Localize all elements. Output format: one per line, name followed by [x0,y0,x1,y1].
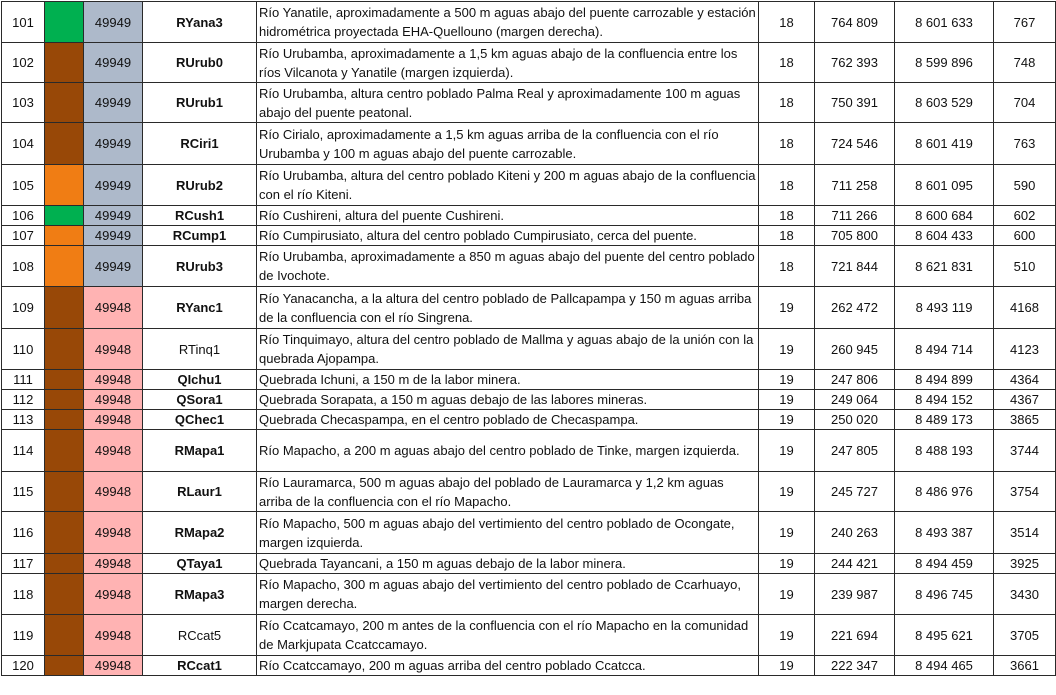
northing-cell: 8 494 714 [895,329,994,370]
category-color-swatch [45,246,84,287]
utm-zone-cell: 19 [759,512,815,554]
code-cell: 49949 [84,226,143,246]
easting-cell: 262 472 [815,287,895,329]
utm-zone-cell: 19 [759,656,815,676]
station-code-cell: RCcat5 [143,615,257,656]
utm-zone-cell: 18 [759,246,815,287]
row-number-cell: 103 [2,83,45,123]
altitude-cell: 510 [994,246,1056,287]
description-cell: Río Lauramarca, 500 m aguas abajo del poblado de Lauramarca y 1,2 km aguas arriba de la confluencia con el río Mapacho. [257,472,759,512]
category-color-swatch [45,206,84,226]
altitude-cell: 4367 [994,390,1056,410]
utm-zone-cell: 18 [759,2,815,43]
row-number-cell: 115 [2,472,45,512]
description-cell: Río Mapacho, a 200 m aguas abajo del centro poblado de Tinke, margen izquierda. [257,430,759,472]
table-row [2,246,1056,287]
easting-cell: 750 391 [815,83,895,123]
altitude-cell: 763 [994,123,1056,165]
description-cell: Río Cushireni, altura del puente Cushireni. [257,206,759,226]
easting-cell: 764 809 [815,2,895,43]
description-cell: Río Urubamba, aproximadamente a 1,5 km aguas abajo de la confluencia entre los ríos Vilcanota y Yanatile (margen izquierda). [257,43,759,83]
row-number-cell: 111 [2,370,45,390]
category-color-swatch [45,472,84,512]
easting-cell: 222 347 [815,656,895,676]
category-color-swatch [45,430,84,472]
station-code-cell: RMapa3 [143,574,257,615]
description-cell: Quebrada Ichuni, a 150 m de la labor minera. [257,370,759,390]
table-body [2,2,1056,676]
station-code-cell: RUrub1 [143,83,257,123]
table-row [2,43,1056,83]
utm-zone-cell: 19 [759,615,815,656]
description-cell: Río Urubamba, aproximadamente a 850 m aguas abajo del puente del centro poblado de Ivochote. [257,246,759,287]
easting-cell: 250 020 [815,410,895,430]
row-number-cell: 116 [2,512,45,554]
utm-zone-cell: 19 [759,329,815,370]
station-code-cell: RCump1 [143,226,257,246]
altitude-cell: 602 [994,206,1056,226]
row-number-cell: 120 [2,656,45,676]
utm-zone-cell: 19 [759,472,815,512]
category-color-swatch [45,410,84,430]
easting-cell: 244 421 [815,554,895,574]
category-color-swatch [45,83,84,123]
northing-cell: 8 600 684 [895,206,994,226]
northing-cell: 8 493 387 [895,512,994,554]
station-code-cell: RTinq1 [143,329,257,370]
row-number-cell: 119 [2,615,45,656]
description-cell: Río Ccatccamayo, 200 m aguas arriba del centro poblado Ccatcca. [257,656,759,676]
description-cell: Río Mapacho, 500 m aguas abajo del vertimiento del centro poblado de Ocongate, margen izquierda. [257,512,759,554]
table-row [2,83,1056,123]
code-cell: 49948 [84,574,143,615]
station-code-cell: RUrub2 [143,165,257,206]
description-cell: Río Mapacho, 300 m aguas abajo del vertimiento del centro poblado de Ccarhuayo, margen derecha. [257,574,759,615]
row-number-cell: 106 [2,206,45,226]
easting-cell: 249 064 [815,390,895,410]
northing-cell: 8 604 433 [895,226,994,246]
code-cell: 49948 [84,554,143,574]
table-row [2,370,1056,390]
northing-cell: 8 488 193 [895,430,994,472]
northing-cell: 8 599 896 [895,43,994,83]
utm-zone-cell: 18 [759,226,815,246]
category-color-swatch [45,123,84,165]
northing-cell: 8 603 529 [895,83,994,123]
easting-cell: 240 263 [815,512,895,554]
description-cell: Río Tinquimayo, altura del centro poblado de Mallma y aguas abajo de la unión con la quebrada Ajopampa. [257,329,759,370]
easting-cell: 239 987 [815,574,895,615]
category-color-swatch [45,390,84,410]
code-cell: 49949 [84,83,143,123]
table-row [2,226,1056,246]
category-color-swatch [45,512,84,554]
northing-cell: 8 489 173 [895,410,994,430]
category-color-swatch [45,329,84,370]
table-row [2,574,1056,615]
utm-zone-cell: 19 [759,554,815,574]
code-cell: 49948 [84,472,143,512]
altitude-cell: 590 [994,165,1056,206]
altitude-cell: 600 [994,226,1056,246]
description-cell: Río Ccatcamayo, 200 m antes de la confluencia con el río Mapacho en la comunidad de Markjupata Ccatccamayo. [257,615,759,656]
altitude-cell: 4168 [994,287,1056,329]
easting-cell: 711 258 [815,165,895,206]
station-code-cell: QSora1 [143,390,257,410]
table-row [2,554,1056,574]
altitude-cell: 748 [994,43,1056,83]
category-color-swatch [45,226,84,246]
code-cell: 49948 [84,390,143,410]
northing-cell: 8 495 621 [895,615,994,656]
northing-cell: 8 494 899 [895,370,994,390]
code-cell: 49948 [84,410,143,430]
utm-zone-cell: 18 [759,123,815,165]
northing-cell: 8 494 459 [895,554,994,574]
category-color-swatch [45,615,84,656]
code-cell: 49949 [84,123,143,165]
category-color-swatch [45,656,84,676]
utm-zone-cell: 18 [759,165,815,206]
table-row [2,410,1056,430]
northing-cell: 8 496 745 [895,574,994,615]
altitude-cell: 3744 [994,430,1056,472]
code-cell: 49949 [84,206,143,226]
code-cell: 49948 [84,287,143,329]
altitude-cell: 3514 [994,512,1056,554]
altitude-cell: 4364 [994,370,1056,390]
northing-cell: 8 493 119 [895,287,994,329]
row-number-cell: 107 [2,226,45,246]
easting-cell: 245 727 [815,472,895,512]
northing-cell: 8 494 152 [895,390,994,410]
altitude-cell: 3754 [994,472,1056,512]
table-row [2,2,1056,43]
description-cell: Río Cumpirusiato, altura del centro poblado Cumpirusiato, cerca del puente. [257,226,759,246]
description-cell: Río Yanatile, aproximadamente a 500 m aguas abajo del puente carrozable y estación hidrométrica proyectada EHA-Quellouno (margen derecha). [257,2,759,43]
row-number-cell: 110 [2,329,45,370]
code-cell: 49948 [84,512,143,554]
row-number-cell: 114 [2,430,45,472]
utm-zone-cell: 18 [759,206,815,226]
easting-cell: 247 806 [815,370,895,390]
category-color-swatch [45,43,84,83]
utm-zone-cell: 19 [759,574,815,615]
category-color-swatch [45,165,84,206]
row-number-cell: 108 [2,246,45,287]
description-cell: Río Urubamba, altura del centro poblado Kiteni y 200 m aguas abajo de la confluencia con el río Kiteni. [257,165,759,206]
utm-zone-cell: 19 [759,390,815,410]
northing-cell: 8 621 831 [895,246,994,287]
station-code-cell: RMapa1 [143,430,257,472]
easting-cell: 762 393 [815,43,895,83]
table-row [2,656,1056,676]
altitude-cell: 767 [994,2,1056,43]
table-row [2,430,1056,472]
station-code-cell: RYana3 [143,2,257,43]
northing-cell: 8 601 095 [895,165,994,206]
easting-cell: 260 945 [815,329,895,370]
easting-cell: 705 800 [815,226,895,246]
table-row [2,165,1056,206]
table-row [2,287,1056,329]
station-code-cell: RCcat1 [143,656,257,676]
station-code-cell: RLaur1 [143,472,257,512]
station-code-cell: RUrub0 [143,43,257,83]
row-number-cell: 118 [2,574,45,615]
station-code-cell: QIchu1 [143,370,257,390]
northing-cell: 8 601 633 [895,2,994,43]
station-code-cell: RYanc1 [143,287,257,329]
utm-zone-cell: 19 [759,287,815,329]
easting-cell: 721 844 [815,246,895,287]
description-cell: Quebrada Checaspampa, en el centro poblado de Checaspampa. [257,410,759,430]
station-code-cell: RMapa2 [143,512,257,554]
utm-zone-cell: 18 [759,43,815,83]
station-code-cell: RCush1 [143,206,257,226]
row-number-cell: 104 [2,123,45,165]
monitoring-stations-table [1,1,1056,676]
altitude-cell: 3705 [994,615,1056,656]
description-cell: Río Urubamba, altura centro poblado Palma Real y aproximadamente 100 m aguas abajo del puente peatonal. [257,83,759,123]
altitude-cell: 3925 [994,554,1056,574]
code-cell: 49948 [84,370,143,390]
station-code-cell: QTaya1 [143,554,257,574]
row-number-cell: 109 [2,287,45,329]
code-cell: 49948 [84,615,143,656]
utm-zone-cell: 18 [759,83,815,123]
row-number-cell: 113 [2,410,45,430]
table-row [2,123,1056,165]
description-cell: Río Cirialo, aproximadamente a 1,5 km aguas arriba de la confluencia con el río Urubamba y 100 m aguas abajo del puente carrozable. [257,123,759,165]
altitude-cell: 3430 [994,574,1056,615]
table-row [2,329,1056,370]
northing-cell: 8 486 976 [895,472,994,512]
code-cell: 49948 [84,656,143,676]
altitude-cell: 3661 [994,656,1056,676]
code-cell: 49948 [84,329,143,370]
code-cell: 49949 [84,165,143,206]
table-row [2,615,1056,656]
easting-cell: 724 546 [815,123,895,165]
code-cell: 49948 [84,430,143,472]
category-color-swatch [45,2,84,43]
code-cell: 49949 [84,2,143,43]
table-row [2,512,1056,554]
row-number-cell: 112 [2,390,45,410]
category-color-swatch [45,287,84,329]
station-code-cell: QChec1 [143,410,257,430]
easting-cell: 221 694 [815,615,895,656]
easting-cell: 247 805 [815,430,895,472]
description-cell: Río Yanacancha, a la altura del centro poblado de Pallcapampa y 150 m aguas arriba de la confluencia con el río Singrena. [257,287,759,329]
altitude-cell: 4123 [994,329,1056,370]
altitude-cell: 3865 [994,410,1056,430]
table-row [2,206,1056,226]
row-number-cell: 105 [2,165,45,206]
station-code-cell: RCiri1 [143,123,257,165]
northing-cell: 8 601 419 [895,123,994,165]
easting-cell: 711 266 [815,206,895,226]
category-color-swatch [45,554,84,574]
altitude-cell: 704 [994,83,1056,123]
code-cell: 49949 [84,246,143,287]
description-cell: Quebrada Sorapata, a 150 m aguas debajo de las labores mineras. [257,390,759,410]
utm-zone-cell: 19 [759,410,815,430]
table-row [2,472,1056,512]
row-number-cell: 102 [2,43,45,83]
northing-cell: 8 494 465 [895,656,994,676]
table-row [2,390,1056,410]
description-cell: Quebrada Tayancani, a 150 m aguas debajo de la labor minera. [257,554,759,574]
row-number-cell: 101 [2,2,45,43]
code-cell: 49949 [84,43,143,83]
category-color-swatch [45,574,84,615]
row-number-cell: 117 [2,554,45,574]
utm-zone-cell: 19 [759,370,815,390]
utm-zone-cell: 19 [759,430,815,472]
station-code-cell: RUrub3 [143,246,257,287]
category-color-swatch [45,370,84,390]
